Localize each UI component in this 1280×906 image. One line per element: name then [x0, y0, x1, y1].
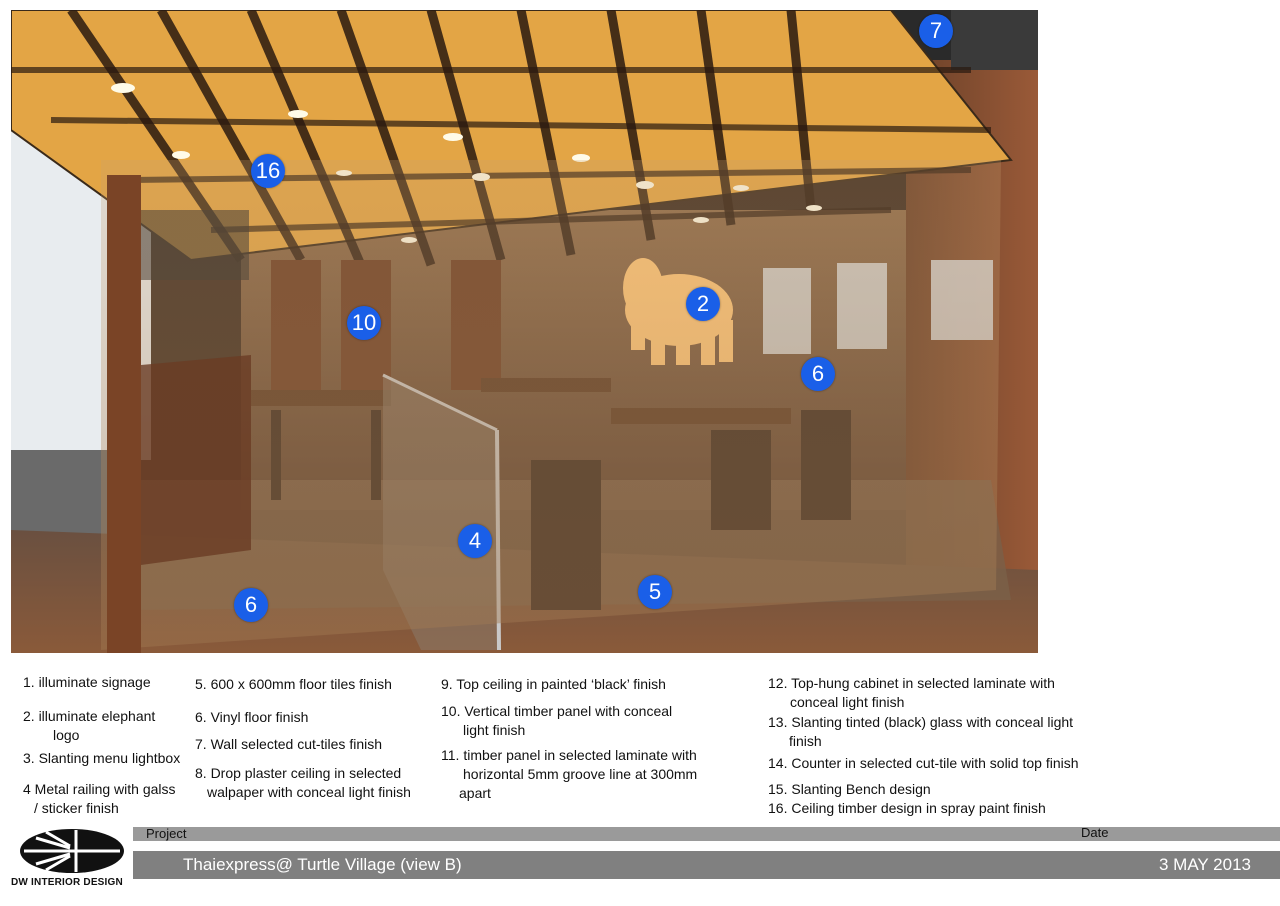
project-label: Project	[146, 826, 187, 841]
marker-4: 4	[458, 524, 492, 558]
note-11	[441, 746, 697, 803]
date-label: Date	[1081, 825, 1109, 840]
note-12-line1: 12. Top-hung cabinet in selected laminate with	[768, 675, 1055, 691]
note-1: 1. illuminate signage	[23, 674, 151, 690]
rendering-image	[11, 10, 1038, 653]
marker-16: 16	[251, 154, 285, 188]
note-10-line1: 10. Vertical timber panel with conceal	[441, 703, 673, 719]
note-9: 9. Top ceiling in painted ‘black’ finish	[441, 676, 666, 692]
note-12-line2: conceal light finish	[790, 694, 905, 710]
marker-7: 6	[801, 357, 835, 391]
note-16: 16. Ceiling timber design in spray paint finish	[768, 800, 1046, 816]
note-11-line2: horizontal 5mm groove line at 300mm	[463, 766, 698, 782]
note-13-line1: 13. Slanting tinted (black) glass with conceal light	[768, 714, 1074, 730]
note-8-line1: 8. Drop plaster ceiling in selected	[195, 765, 402, 781]
note-4-line1: 4 Metal railing with galss	[23, 781, 176, 797]
restaurant-render	[11, 10, 1038, 653]
note-10	[441, 702, 672, 740]
note-7: 7. Wall selected cut-tiles finish	[195, 736, 382, 752]
note-4	[23, 780, 176, 818]
note-4-line2: / sticker finish	[34, 800, 119, 816]
project-date: 3 MAY 2013	[1159, 855, 1251, 874]
note-2-line1: 2. illuminate elephant	[23, 708, 156, 724]
note-13	[768, 713, 1073, 751]
note-6: 6. Vinyl floor finish	[195, 709, 309, 725]
note-12	[768, 674, 1055, 712]
note-13-line2: finish	[789, 733, 822, 749]
note-14: 14. Counter in selected cut-tile with solid top finish	[768, 755, 1079, 771]
note-10-line2: light finish	[463, 722, 526, 738]
note-2	[23, 707, 155, 745]
marker-5: 5	[638, 575, 672, 609]
note-3: 3. Slanting menu lightbox	[23, 750, 181, 766]
company-name: DW INTERIOR DESIGN	[11, 877, 123, 888]
project-name: Thaiexpress@ Turtle Village (view B)	[183, 855, 462, 874]
marker-10: 10	[347, 306, 381, 340]
company-logo	[16, 826, 128, 876]
note-2-line2: logo	[53, 727, 80, 743]
note-8-line2: walpaper with conceal light finish	[207, 784, 411, 800]
note-11-line3: apart	[459, 785, 491, 801]
note-5: 5. 600 x 600mm floor tiles finish	[195, 676, 392, 692]
marker-2: 2	[686, 287, 720, 321]
note-8	[195, 764, 411, 802]
note-15: 15. Slanting Bench design	[768, 781, 931, 797]
marker-6: 6	[234, 588, 268, 622]
note-11-line1: 11. timber panel in selected laminate with	[441, 747, 697, 763]
marker-9: 7	[919, 14, 953, 48]
